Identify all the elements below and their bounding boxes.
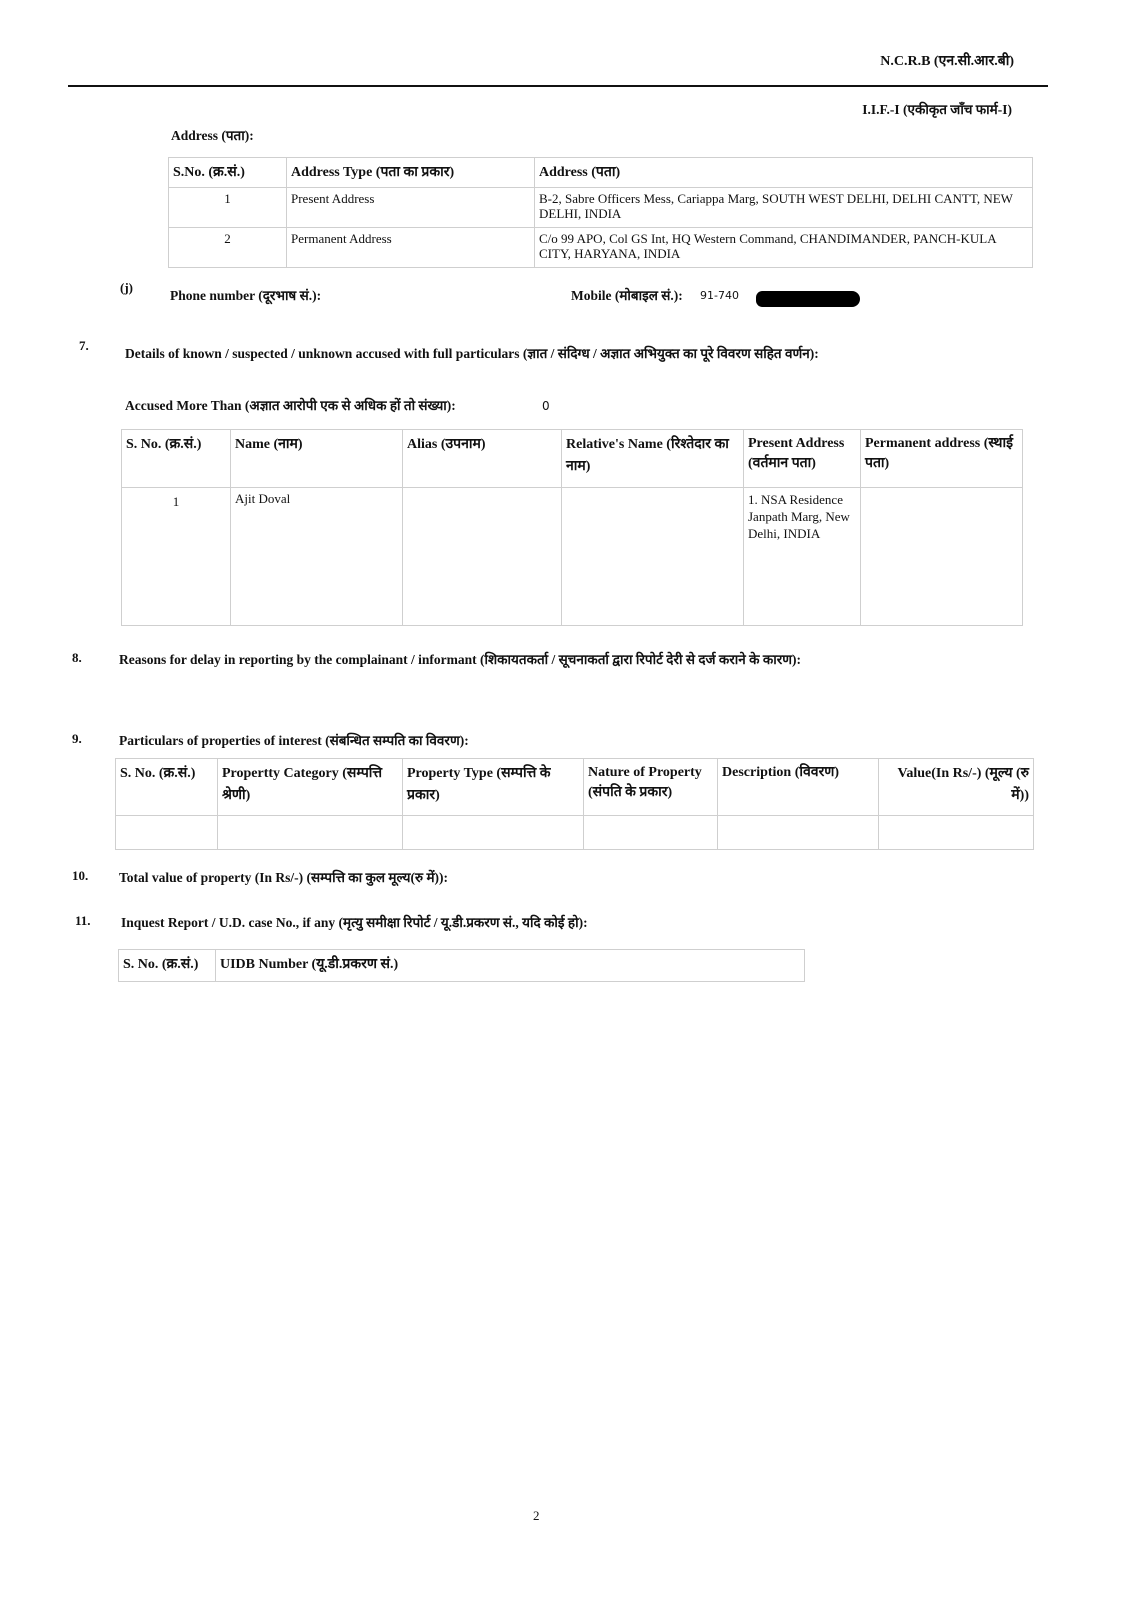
section-number: 9. bbox=[72, 731, 82, 746]
accused-alias bbox=[403, 488, 562, 626]
table-cell bbox=[718, 816, 879, 850]
column-header: Value(In Rs/-) (मूल्य (रु में)) bbox=[879, 759, 1034, 816]
section-number: 10. bbox=[72, 868, 89, 883]
table-cell bbox=[116, 816, 218, 850]
column-header: UIDB Number (यू.डी.प्रकरण सं.) bbox=[216, 950, 805, 982]
form-title: I.I.F.-I (एकीकृत जाँच फार्म-I) bbox=[862, 102, 1012, 117]
column-header: Present Address (वर्तमान पता) bbox=[744, 430, 861, 488]
section-number: 8. bbox=[72, 650, 82, 665]
table-row bbox=[169, 228, 1033, 268]
column-header: Name (नाम) bbox=[231, 430, 403, 488]
column-header: S. No. (क्र.सं.) bbox=[119, 950, 216, 982]
redaction-mark bbox=[756, 291, 860, 307]
inquest-table bbox=[118, 949, 805, 982]
table-cell bbox=[879, 816, 1034, 850]
address-sno: 2 bbox=[169, 228, 287, 268]
section-title: Total value of property (In Rs/-) (सम्पत्ति का कुल मूल्य(रु में)): bbox=[119, 870, 449, 885]
item-marker: (j) bbox=[120, 280, 133, 295]
table-cell bbox=[403, 816, 584, 850]
section-title: Reasons for delay in reporting by the complainant / informant (शिकायतकर्ता / सूचनाकर्ता द्वारा रिपोर्ट देरी से दर्ज कराने के कारण): bbox=[119, 652, 802, 667]
table-header-row bbox=[169, 158, 1033, 188]
address-value: B-2, Sabre Officers Mess, Cariappa Marg, SOUTH WEST DELHI, DELHI CANTT, NEW DELHI, INDIA bbox=[535, 188, 1033, 228]
column-header: Alias (उपनाम) bbox=[403, 430, 562, 488]
column-header: Description (विवरण) bbox=[718, 759, 879, 816]
address-type: Permanent Address bbox=[287, 228, 535, 268]
phone-label: Phone number (दूरभाष सं.): bbox=[170, 288, 322, 303]
column-header: Property Type (सम्पत्ति के प्रकार) bbox=[403, 759, 584, 816]
property-table bbox=[115, 758, 1034, 850]
page-number: 2 bbox=[533, 1508, 540, 1523]
address-table bbox=[168, 157, 1033, 268]
column-header: S. No. (क्र.सं.) bbox=[122, 430, 231, 488]
column-header: Permanent address (स्थाई पता) bbox=[861, 430, 1023, 488]
column-header: Propertty Category (सम्पत्ति श्रेणी) bbox=[218, 759, 403, 816]
table-cell bbox=[218, 816, 403, 850]
column-header: Address Type (पता का प्रकार) bbox=[287, 158, 535, 188]
accused-table bbox=[121, 429, 1023, 626]
mobile-value: 91-740 bbox=[700, 289, 739, 302]
table-header-row bbox=[116, 759, 1034, 816]
table-row bbox=[116, 816, 1034, 850]
mobile-label: Mobile (मोबाइल सं.): bbox=[571, 288, 683, 303]
header-divider bbox=[68, 85, 1048, 87]
table-row bbox=[169, 188, 1033, 228]
accused-more-value: 0 bbox=[542, 399, 550, 413]
ncrb-header: N.C.R.B (एन.सी.आर.बी) bbox=[880, 54, 1014, 69]
accused-relative bbox=[562, 488, 744, 626]
section-title: Particulars of properties of interest (संबन्धित सम्पति का विवरण): bbox=[119, 733, 469, 748]
column-header: Address (पता) bbox=[535, 158, 1033, 188]
accused-sno: 1 bbox=[122, 488, 231, 626]
table-header-row bbox=[119, 950, 805, 982]
address-label: Address (पता): bbox=[171, 128, 254, 143]
accused-permanent-address bbox=[861, 488, 1023, 626]
accused-more-label: Accused More Than (अज्ञात आरोपी एक से अधिक हों तो संख्या): bbox=[125, 398, 456, 413]
column-header: S.No. (क्र.सं.) bbox=[169, 158, 287, 188]
section-number: 7. bbox=[79, 338, 89, 353]
table-row bbox=[122, 488, 1023, 626]
section-title: Details of known / suspected / unknown accused with full particulars (ज्ञात / संदिग्ध / अज्ञात अभियुक्त का पूरे विवरण सहित वर्णन): bbox=[125, 346, 819, 361]
address-type: Present Address bbox=[287, 188, 535, 228]
section-title: Inquest Report / U.D. case No., if any (मृत्यु समीक्षा रिपोर्ट / यू.डी.प्रकरण सं., यदि कोई हो): bbox=[121, 915, 588, 930]
column-header: Relative's Name (रिश्तेदार का नाम) bbox=[562, 430, 744, 488]
accused-name: Ajit Doval bbox=[231, 488, 403, 626]
table-cell bbox=[584, 816, 718, 850]
accused-present-address: 1. NSA Residence Janpath Marg, New Delhi, INDIA bbox=[744, 488, 861, 626]
column-header: Nature of Property (संपति के प्रकार) bbox=[584, 759, 718, 816]
address-value: C/o 99 APO, Col GS Int, HQ Western Command, CHANDIMANDER, PANCH-KULA CITY, HARYANA, INDIA bbox=[535, 228, 1033, 268]
column-header: S. No. (क्र.सं.) bbox=[116, 759, 218, 816]
address-sno: 1 bbox=[169, 188, 287, 228]
section-number: 11. bbox=[75, 913, 91, 928]
table-header-row bbox=[122, 430, 1023, 488]
